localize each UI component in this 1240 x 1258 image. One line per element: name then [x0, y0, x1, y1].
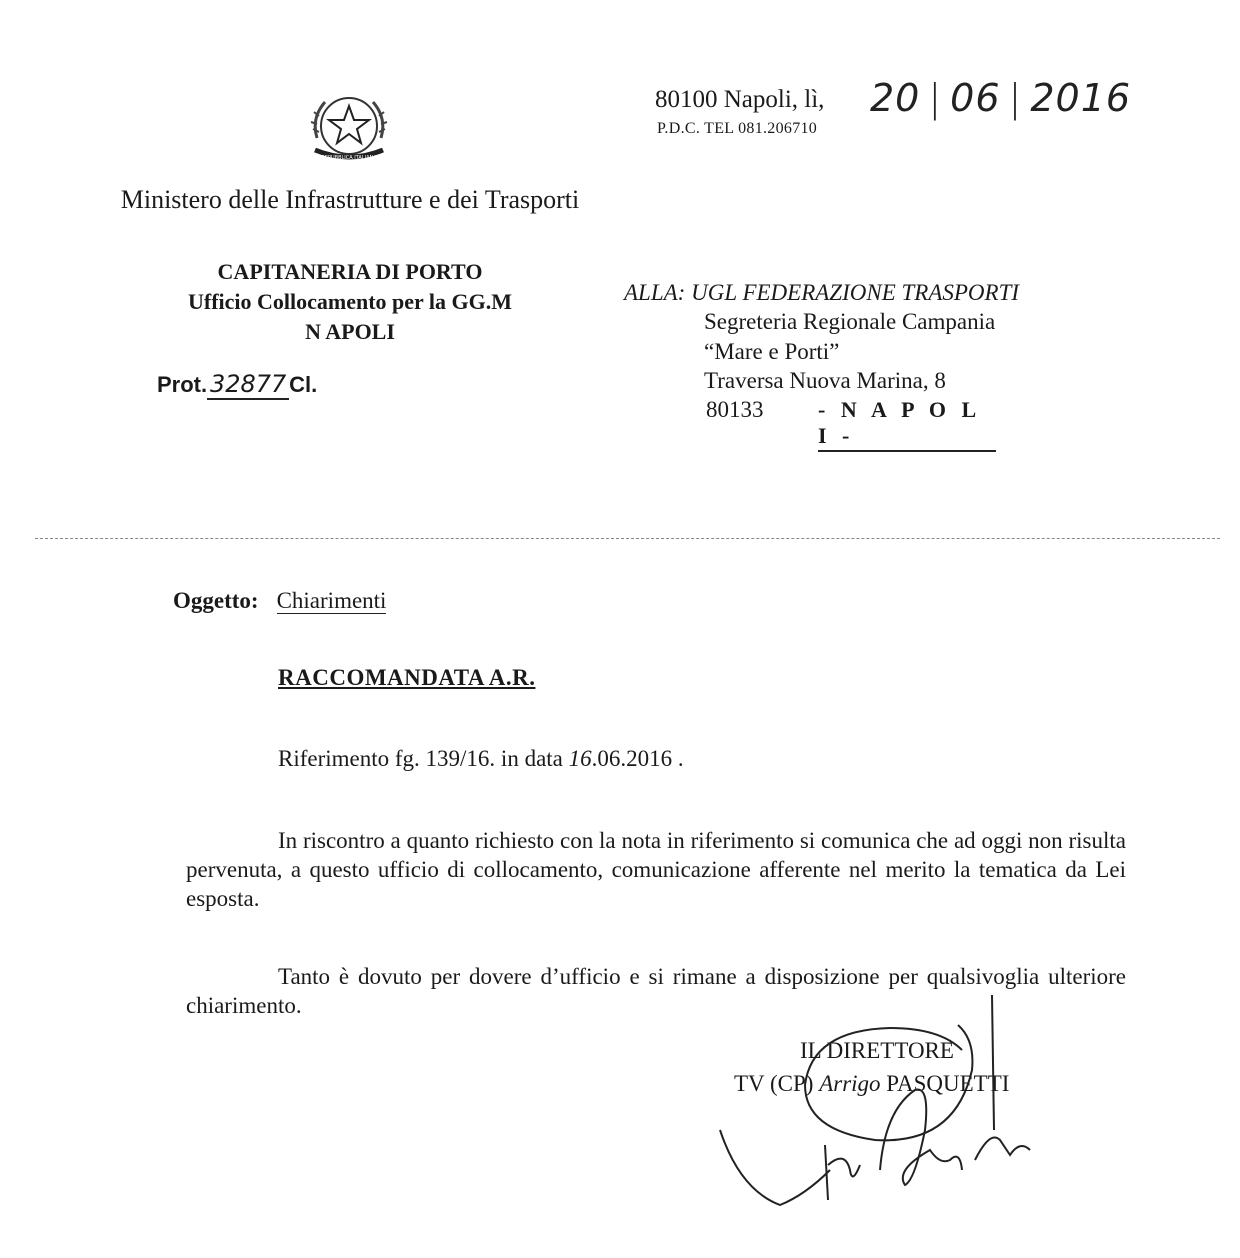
handwritten-date: 20 | 06 | 2016	[870, 76, 1132, 120]
recipient-postal-code: 80133	[706, 397, 764, 422]
recipient-prefix: ALLA:	[624, 280, 686, 305]
signatory-surname: PASQUETTI	[880, 1071, 1010, 1096]
department-name: Ufficio Collocamento per la GG.M	[187, 289, 513, 314]
delivery-type: RACCOMANDATA A.R.	[278, 665, 536, 690]
protocol-line	[157, 370, 317, 400]
recipient-line: Segreteria Regionale Campania	[704, 309, 996, 334]
office-name: CAPITANERIA DI PORTO	[217, 259, 483, 284]
reference-line	[278, 746, 684, 772]
recipient-heading	[624, 280, 1019, 306]
recipient-line: Traversa Nuova Marina, 8	[704, 368, 946, 393]
emblem-text: REPUBBLICA ITALIANA	[321, 155, 377, 161]
date-day: 20	[870, 76, 921, 120]
class-label: Cl.	[289, 372, 318, 397]
handwritten-signature-icon	[700, 990, 1060, 1220]
signatory-first-name: Arrigo	[819, 1071, 881, 1096]
signatory-title: IL DIRETTORE	[800, 1038, 954, 1063]
recipient-city: - N A P O L I -	[818, 397, 996, 452]
subject-value: Chiarimenti	[276, 588, 387, 613]
place-line: 80100 Napoli, lì,	[655, 86, 825, 113]
subject-line	[173, 588, 386, 614]
office-block	[60, 257, 640, 347]
protocol-label: Prot.	[157, 372, 208, 397]
body-paragraph: In riscontro a quanto richiesto con la nota in riferimento si comunica che ad oggi non risulta pervenuta, a questo ufficio di collocamento, comunicazione afferente nel merito la tematica da Lei esposta.	[186, 828, 1126, 911]
subject-label: Oggetto:	[173, 588, 259, 613]
signatory-rank: TV (CP)	[734, 1071, 820, 1096]
republic-emblem-icon	[303, 88, 395, 168]
recipient-line: “Mare e Porti”	[704, 339, 840, 364]
reference-prefix: Riferimento fg. 139/16. in data	[278, 746, 569, 771]
protocol-number: 32877	[207, 370, 289, 400]
date-month: 06	[950, 76, 1001, 120]
section-divider	[35, 538, 1220, 539]
ministry-name: Ministero delle Infrastrutture e dei Trasporti	[120, 185, 580, 214]
recipient-name: UGL FEDERAZIONE TRASPORTI	[691, 280, 1020, 305]
body-paragraph: Tanto è dovuto per dovere d’ufficio e si rimane a disposizione per qualsivoglia ulteriore chiarimento.	[186, 964, 1126, 1018]
date-year: 2016	[1030, 76, 1132, 120]
reference-date-day: 16	[568, 746, 592, 771]
contact-line: P.D.C. TEL 081.206710	[657, 120, 818, 137]
office-city: N APOLI	[305, 319, 395, 344]
reference-date-rest: .06.2016 .	[591, 746, 684, 771]
